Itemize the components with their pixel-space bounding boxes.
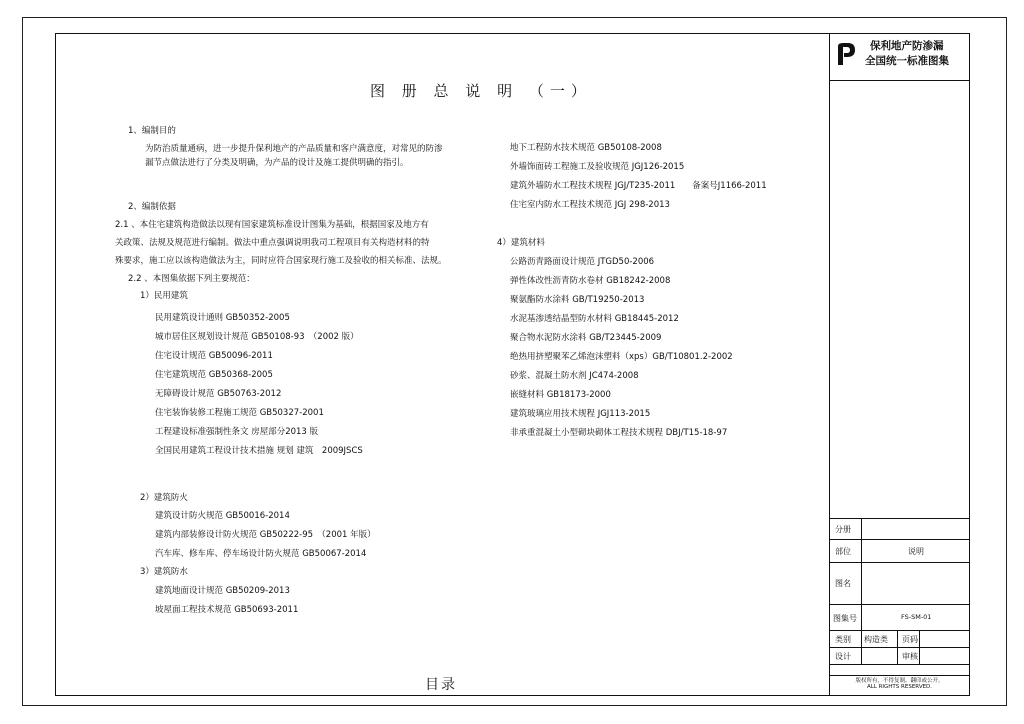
title-block-column <box>829 33 970 696</box>
company-logo-icon <box>835 42 857 66</box>
right-text-line: 聚合物水泥防水涂料 GB/T23445-2009 <box>510 333 662 343</box>
footer-label: 目录 <box>425 677 457 693</box>
atlas-no-value: FS-SM-01 <box>901 613 932 621</box>
right-text-line: 嵌缝材料 GB18173-2000 <box>510 390 611 400</box>
fence-label: 分册 <box>835 525 851 534</box>
left-text-line: 殊要求，施工应以该构造做法为主，同时应符合国家现行施工及验收的相关标准、法规。 <box>115 256 447 266</box>
left-text-line: 建筑内部装修设计防火规范 GB50222-95 （2001 年版） <box>155 530 376 540</box>
left-text-line: 漏节点做法进行了分类及明确，为产品的设计及施工提供明确的指引。 <box>145 158 409 168</box>
review-label: 审核 <box>902 652 918 661</box>
divider <box>861 518 862 664</box>
left-text-line: 关政策、法规及规范进行编制。做法中重点强调说明我司工程项目有关构造材料的特 <box>115 238 430 248</box>
right-text-line: 砂浆、混凝土防水剂 JC474-2008 <box>510 371 639 381</box>
design-label: 设计 <box>835 652 851 661</box>
divider <box>829 562 970 563</box>
copyright-line1: 版权所有，不得复制。翻印或公开。 <box>855 678 944 684</box>
copyright-line2: ALL RIGHTS RESERVED. <box>866 684 933 690</box>
left-text-line: 坡屋面工程技术规范 GB50693-2011 <box>155 605 299 615</box>
left-text-line: 汽车库、修车库、停车场设计防火规范 GB50067-2014 <box>155 549 367 559</box>
divider <box>829 604 970 605</box>
divider <box>829 664 970 665</box>
left-text-line: 3）建筑防水 <box>140 567 188 577</box>
right-text-line: 建筑外墙防水工程技术规程 JGJ/T235-2011 备案号J1166-2011 <box>510 181 767 191</box>
left-text-line: 2）建筑防火 <box>140 493 188 503</box>
divider <box>919 630 920 664</box>
left-text-line: 民用建筑设计通则 GB50352-2005 <box>155 313 290 323</box>
right-text-line: 绝热用挤塑聚苯乙烯泡沫塑料（xps）GB/T10801.2-2002 <box>510 352 733 362</box>
left-text-line: 工程建设标准强制性条文 房屋部分2013 版 <box>155 427 319 437</box>
left-text-line: 1）民用建筑 <box>140 291 188 301</box>
right-text-line: 外墙饰面砖工程施工及验收规范 JGJ126-2015 <box>510 162 685 172</box>
right-text-line: 地下工程防水技术规范 GB50108-2008 <box>510 143 662 153</box>
category-label: 类别 <box>835 635 851 644</box>
position-value: 说明 <box>908 547 924 556</box>
company-name-line2: 全国统一标准图集 <box>865 55 949 67</box>
position-label: 部位 <box>835 547 851 556</box>
category-value: 构造类 <box>864 635 888 644</box>
right-text-line: 住宅室内防水工程技术规范 JGJ 298-2013 <box>510 200 670 210</box>
left-text-line: 住宅建筑规范 GB50368-2005 <box>155 370 273 380</box>
right-text-line: 水泥基渗透结晶型防水材料 GB18445-2012 <box>510 314 679 324</box>
left-text-line: 2.1 、本住宅建筑构造做法以现有国家建筑标准设计图集为基础，根据国家及地方有 <box>115 220 429 230</box>
company-name-line1: 保利地产防渗漏 <box>870 40 944 52</box>
divider <box>829 518 970 519</box>
left-text-line: 住宅装饰装修工程施工规范 GB50327-2001 <box>155 408 324 418</box>
right-text-line: 非承重混凝土小型砌块砌体工程技术规程 DBJ/T15-18-97 <box>510 428 728 438</box>
left-text-line: 住宅设计规范 GB50096-2011 <box>155 351 273 361</box>
page-title: 图 册 总 说 明 （一） <box>370 82 592 100</box>
right-text-line: 建筑玻璃应用技术规程 JGJ113-2015 <box>510 409 651 419</box>
right-text-line: 公路沥青路面设计规范 JTGD50-2006 <box>510 257 655 267</box>
divider <box>829 539 970 540</box>
left-text-line: 建筑设计防火规范 GB50016-2014 <box>155 511 290 521</box>
divider <box>829 80 970 81</box>
left-text-line: 2、编制依据 <box>128 202 176 212</box>
left-text-line: 为防治质量通病，进一步提升保利地产的产品质量和客户满意度，对常见的防渗 <box>145 144 443 154</box>
divider <box>829 630 970 631</box>
divider <box>829 647 970 648</box>
left-text-line: 城市居住区规划设计规范 GB50108-93 （2002 版） <box>155 332 359 342</box>
divider <box>897 630 898 664</box>
left-text-line: 无障碍设计规范 GB50763-2012 <box>155 389 282 399</box>
right-text-line: 弹性体改性沥青防水卷材 GB18242-2008 <box>510 276 671 286</box>
right-text-line: 4）建筑材料 <box>497 238 545 248</box>
left-text-line: 2.2 、本图集依据下列主要规范： <box>128 274 255 284</box>
right-text-line: 聚氨酯防水涂料 GB/T19250-2013 <box>510 295 645 305</box>
left-text-line: 1、编制目的 <box>128 126 176 136</box>
drawing-name-label: 图名 <box>835 579 851 588</box>
left-text-line: 全国民用建筑工程设计技术措施 规划 建筑 2009JSCS <box>155 446 363 456</box>
atlas-no-label: 图集号 <box>833 614 857 623</box>
left-text-line: 建筑地面设计规范 GB50209-2013 <box>155 586 290 596</box>
page-label: 页码 <box>902 635 918 644</box>
